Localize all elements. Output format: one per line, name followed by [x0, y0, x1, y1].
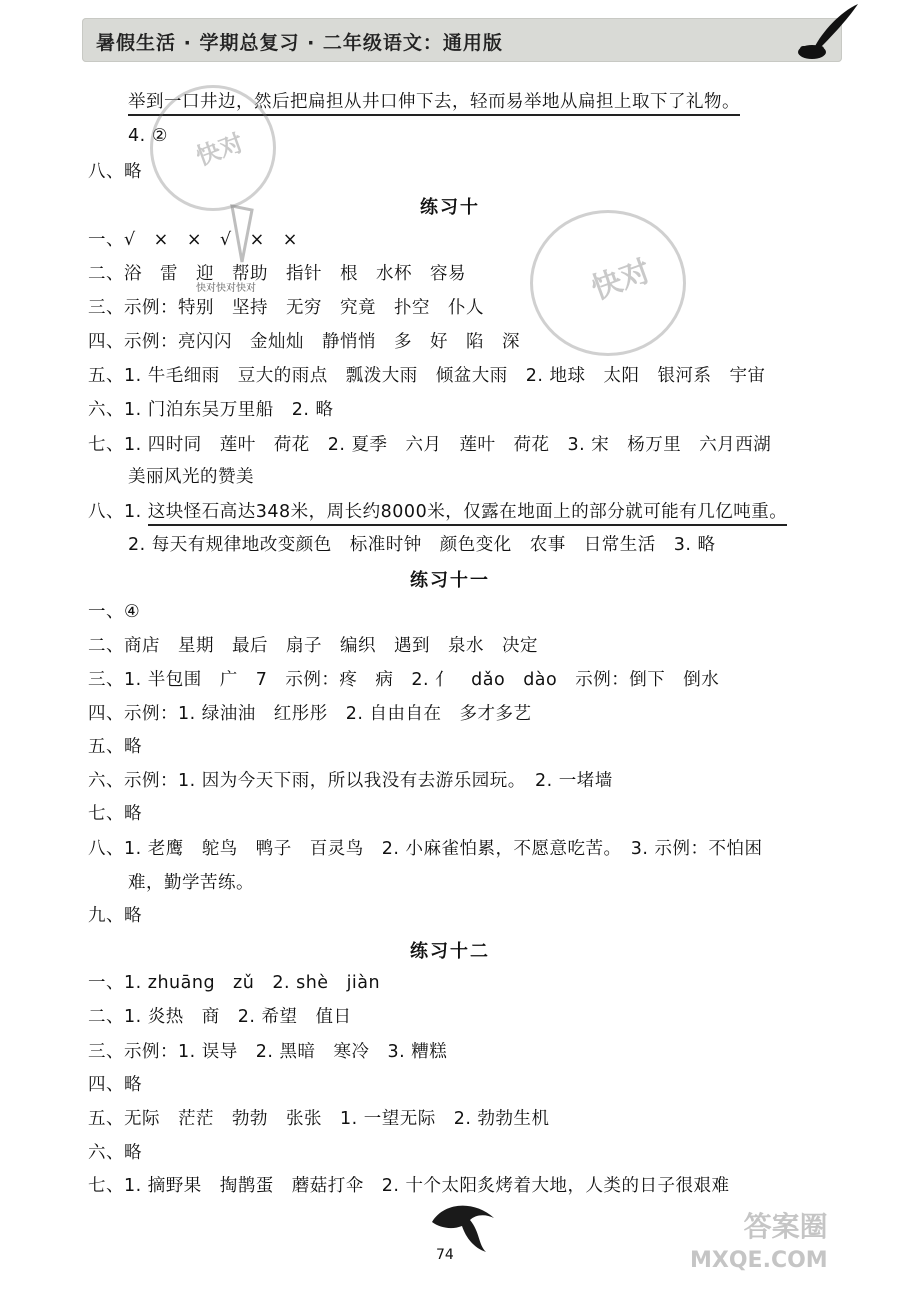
text-line: 八、1. 老鹰 鸵鸟 鸭子 百灵鸟 2. 小麻雀怕累，不愿意吃苦。 3. 示例：不怕困 [88, 839, 763, 859]
watermark-small-text: 快对快对快对 [196, 283, 256, 294]
text-line: 七、1. 摘野果 掏鹊蛋 蘑菇打伞 2. 十个太阳炙烤着大地，人类的日子很艰难 [88, 1176, 730, 1196]
text-line: 五、无际 茫茫 勃勃 张张 1. 一望无际 2. 勃勃生机 [88, 1109, 550, 1129]
watermark-stamp-text: 快对 [192, 128, 248, 172]
text-line: 2. 每天有规律地改变颜色 标准时钟 颜色变化 农事 日常生活 3. 略 [128, 535, 716, 555]
corner-watermark-line: MXQE.COM [690, 1248, 828, 1273]
text-line: 4. ② [128, 126, 168, 146]
text-line: 二、商店 星期 最后 扇子 编织 遇到 泉水 决定 [88, 636, 538, 656]
text-line: 七、略 [88, 804, 142, 824]
text-line: 四、略 [88, 1075, 142, 1095]
header-banner [82, 18, 842, 62]
text-line: 五、1. 牛毛细雨 豆大的雨点 瓢泼大雨 倾盆大雨 2. 地球 太阳 银河系 宇宙 [88, 366, 766, 386]
text-line: 一、1. zhuāng zǔ 2. shè jiàn [88, 973, 381, 993]
quill-inkpot-icon [792, 2, 862, 62]
corner-watermark [690, 1210, 828, 1278]
text-line: 三、示例：特别 坚持 无穷 究竟 扑空 仆人 [88, 298, 484, 318]
text-line: 六、略 [88, 1143, 142, 1163]
text-line: 三、示例：1. 误导 2. 黑暗 寒冷 3. 糟糕 [88, 1042, 448, 1062]
section-title: 练习十一 [410, 570, 490, 591]
pencil-watermark-icon [222, 196, 260, 266]
item-number: 八、1. [88, 502, 148, 522]
text-line: 难，勤学苦练。 [128, 873, 254, 893]
text-line: 三、1. 半包围 广 7 示例：疼 病 2. 亻 dǎo dào 示例：倒下 倒水 [88, 670, 720, 690]
text-line: 二、1. 炎热 商 2. 希望 值日 [88, 1007, 352, 1027]
text-line: 七、1. 四时同 莲叶 荷花 2. 夏季 六月 莲叶 荷花 3. 宋 杨万里 六月西湖 [88, 435, 772, 455]
text-line: 六、1. 门泊东吴万里船 2. 略 [88, 400, 334, 420]
text-line: 四、示例：1. 绿油油 红彤彤 2. 自由自在 多才多艺 [88, 704, 532, 724]
text-line: 九、略 [88, 906, 142, 926]
text-line: 一、④ [88, 602, 141, 622]
text-line: 一、√ × × √ × × [88, 230, 298, 250]
underlined-sentence: 举到一口井边，然后把扁担从井口伸下去，轻而易举地从扁担上取下了礼物。 [128, 92, 740, 116]
underlined-sentence: 这块怪石高达348米，周长约8000米，仅露在地面上的部分就可能有几亿吨重。 [148, 502, 787, 526]
watermark-stamp-text: 快对 [587, 253, 656, 307]
header-title: 暑假生活 · 学期总复习 · 二年级语文：通用版 [96, 32, 503, 54]
corner-watermark-line: 答案圈 [743, 1210, 828, 1243]
section-title: 练习十 [420, 197, 480, 218]
dolphin-icon [428, 1196, 500, 1254]
text-line: 四、示例：亮闪闪 金灿灿 静悄悄 多 好 陷 深 [88, 332, 520, 352]
page-number: 74 [436, 1247, 454, 1263]
text-line: 美丽风光的赞美 [128, 467, 254, 487]
text-line: 八、略 [88, 162, 142, 182]
text-line: 二、浴 雷 迎 帮助 指针 根 水杯 容易 [88, 264, 466, 284]
text-line: 五、略 [88, 737, 142, 757]
text-line [88, 498, 787, 523]
text-line: 六、示例：1. 因为今天下雨，所以我没有去游乐园玩。 2. 一堵墙 [88, 771, 613, 791]
section-title: 练习十二 [410, 941, 490, 962]
